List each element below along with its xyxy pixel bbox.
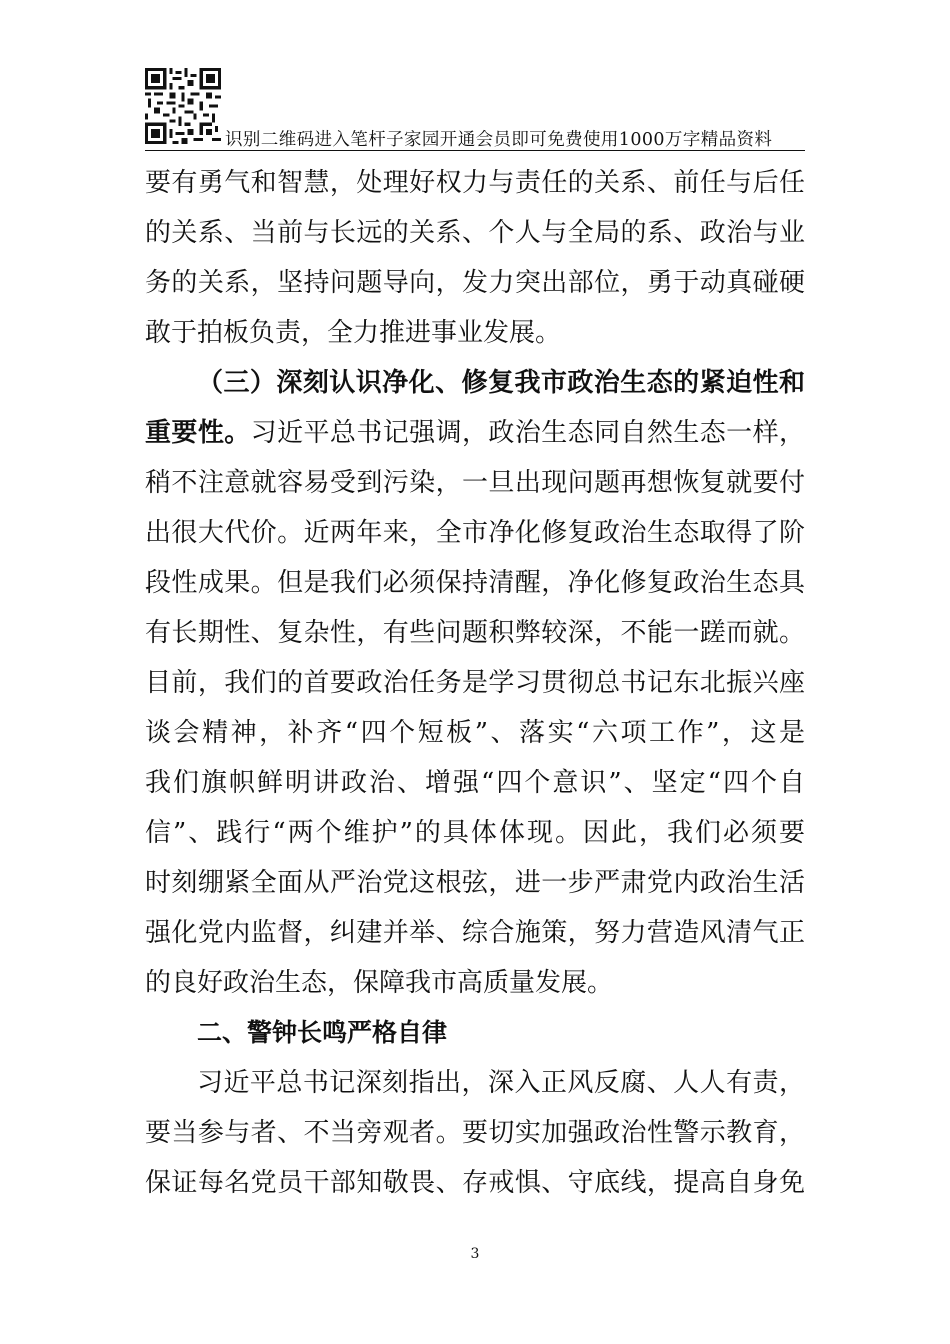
paragraph-3 bbox=[145, 1058, 805, 1208]
text-line: 有长期性、复杂性，有些问题积弊较深，不能一蹉而就。 bbox=[145, 618, 805, 648]
text-line: 习近平总书记深刻指出，深入正风反腐、人人有责， bbox=[197, 1068, 805, 1098]
text-line: 保证每名党员干部知敬畏、存戒惧、守底线，提高自身免 bbox=[145, 1168, 805, 1198]
text-line: 时刻绷紧全面从严治党这根弦，进一步严肃党内政治生活 bbox=[145, 868, 805, 898]
page-number: 3 bbox=[470, 1246, 480, 1262]
header-banner-text: 识别二维码进入笔杆子家园开通会员即可免费使用1000万字精品资料 bbox=[225, 130, 773, 150]
text-line: 出很大代价。近两年来，全市净化修复政治生态取得了阶 bbox=[145, 518, 805, 548]
qr-code-icon bbox=[145, 68, 221, 144]
text-line: 稍不注意就容易受到污染，一旦出现问题再想恢复就要付 bbox=[145, 468, 805, 498]
text-line: 目前，我们的首要政治任务是学习贯彻总书记东北振兴座 bbox=[145, 668, 805, 698]
text-line: 强化党内监督，纠建并举、综合施策，努力营造风清气正 bbox=[145, 918, 805, 948]
text-line: 谈会精神，补齐“四个短板”、落实“六项工作”，这是 bbox=[145, 718, 805, 748]
page-header bbox=[145, 68, 805, 152]
text-line: 我们旗帜鲜明讲政治、增强“四个意识”、坚定“四个自 bbox=[145, 768, 805, 798]
text-line: 信”、践行“两个维护”的具体体现。因此，我们必须要 bbox=[145, 818, 805, 848]
section-2-heading: 二、警钟长鸣严格自律 bbox=[197, 1018, 448, 1047]
text-line: 的关系、当前与长远的关系、个人与全局的系、政治与业 bbox=[145, 218, 805, 248]
section-3-heading-cont: 重要性。 bbox=[145, 418, 251, 448]
text-line: 敢于拍板负责，全力推进事业发展。 bbox=[145, 318, 562, 348]
text-line bbox=[145, 408, 805, 458]
text-line: 要当参与者、不当旁观者。要切实加强政治性警示教育， bbox=[145, 1118, 805, 1148]
document-body bbox=[145, 158, 805, 1208]
text-line: 的良好政治生态，保障我市高质量发展。 bbox=[145, 968, 614, 998]
text-span: 习近平总书记强调，政治生态同自然生态一样， bbox=[250, 418, 805, 448]
text-line: 务的关系，坚持问题导向，发力突出部位，勇于动真碰硬 bbox=[145, 268, 805, 298]
text-line: 段性成果。但是我们必须保持清醒，净化修复政治生态具 bbox=[145, 568, 805, 598]
section-3-heading: （三）深刻认识净化、修复我市政治生态的紧迫性和 bbox=[197, 368, 805, 398]
header-divider bbox=[145, 150, 805, 151]
text-line: 要有勇气和智慧，处理好权力与责任的关系、前任与后任 bbox=[145, 168, 805, 198]
paragraph-1 bbox=[145, 158, 805, 358]
paragraph-2 bbox=[145, 358, 805, 1008]
